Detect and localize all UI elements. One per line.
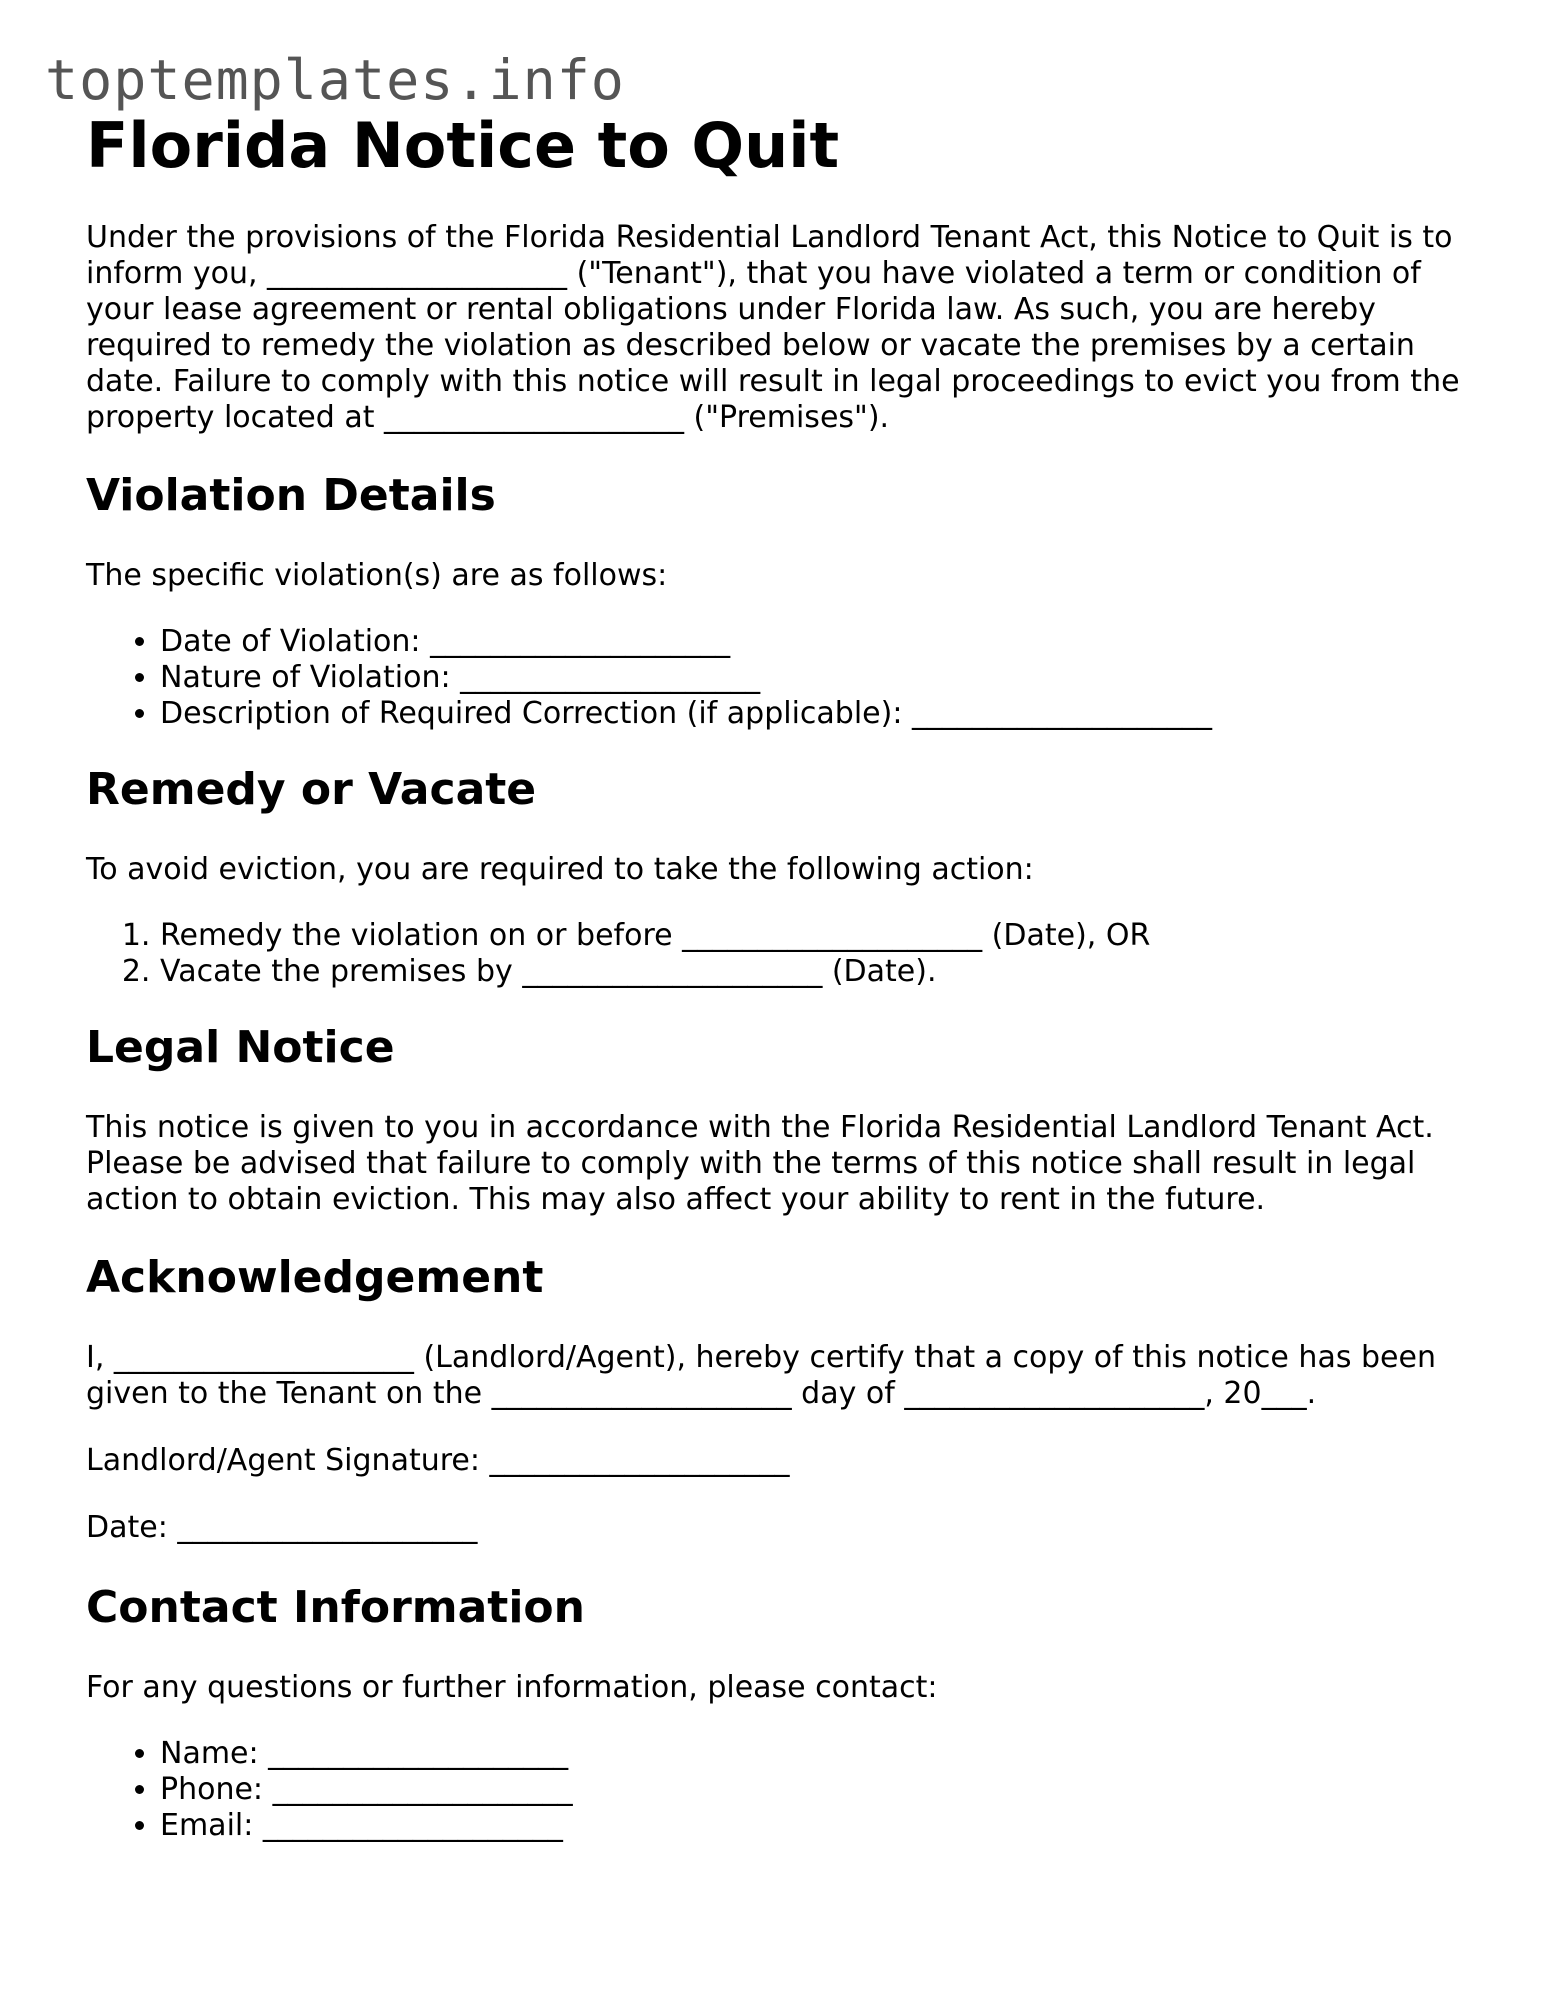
list-item — [160, 1736, 1466, 1772]
violation-list — [86, 624, 1466, 732]
contact-intro-text: For any questions or further information, please contact: — [86, 1670, 938, 1705]
contact-information-heading: Contact Information — [86, 1582, 585, 1633]
date-label: Date: — [86, 1510, 178, 1545]
vacate-date-blank[interactable]: ____________________ — [522, 954, 823, 989]
premises-address-blank[interactable]: ____________________ — [384, 400, 685, 435]
signature-blank[interactable]: ____________________ — [489, 1443, 790, 1478]
list-item — [160, 918, 1466, 954]
date-line — [86, 1510, 1466, 1546]
remedy-intro-text: To avoid eviction, you are required to take the following action: — [86, 852, 1034, 887]
service-day-blank[interactable]: ____________________ — [491, 1376, 792, 1411]
remedy-list — [86, 918, 1466, 990]
signature-line — [86, 1443, 1466, 1479]
contact-email-label: Email: — [160, 1808, 263, 1843]
remedy-or-vacate-heading: Remedy or Vacate — [86, 764, 537, 815]
violation-intro-text: The specific violation(s) are as follows: — [86, 558, 668, 593]
list-item — [160, 1772, 1466, 1808]
intro-text-3: ("Premises"). — [684, 400, 890, 435]
violation-nature-label: Nature of Violation: — [160, 660, 461, 695]
remedy-date-blank[interactable]: ____________________ — [682, 918, 983, 953]
signature-label: Landlord/Agent Signature: — [86, 1443, 490, 1478]
contact-email-blank[interactable]: ____________________ — [262, 1808, 563, 1843]
service-month-blank[interactable]: ____________________ — [904, 1376, 1205, 1411]
ack-text-4: , 20 — [1204, 1376, 1262, 1411]
intro-paragraph — [86, 220, 1466, 436]
contact-name-blank[interactable]: ____________________ — [268, 1736, 569, 1771]
violation-nature-blank[interactable]: ____________________ — [460, 660, 761, 695]
legal-notice-heading: Legal Notice — [86, 1022, 395, 1073]
intro-text-2: ("Tenant"), that you have violated a term or condition of your lease agreement or rental obligations under Florida law. As such, you are hereby required to remedy the violation as described below or vacate the premises by a certain date. Failure to comply with this notice will result in legal proceedings to evict you from the property located at — [86, 256, 1460, 435]
violation-date-blank[interactable]: ____________________ — [430, 624, 731, 659]
vacate-text: Vacate the premises by — [160, 954, 523, 989]
tenant-name-blank[interactable]: ____________________ — [267, 256, 568, 291]
contact-phone-blank[interactable]: ____________________ — [272, 1772, 573, 1807]
site-watermark: toptemplates.info — [45, 48, 625, 112]
contact-name-label: Name: — [160, 1736, 269, 1771]
service-year-blank[interactable]: ___ — [1261, 1376, 1307, 1411]
contact-phone-label: Phone: — [160, 1772, 273, 1807]
contact-list — [86, 1736, 1466, 1844]
list-item — [160, 660, 1466, 696]
acknowledgement-paragraph — [86, 1340, 1466, 1412]
ack-text-5: . — [1306, 1376, 1317, 1411]
intro-text-1: Under the provisions of the Florida Residential Landlord Tenant Act, this Notice to Quit is to inform you, — [86, 220, 1453, 291]
ack-text-2: (Landlord/Agent), hereby certify that a copy of this notice has been given to the Tenant on the — [86, 1340, 1436, 1411]
required-correction-blank[interactable]: ____________________ — [911, 696, 1212, 731]
remedy-text: Remedy the violation on or before — [160, 918, 683, 953]
list-item — [160, 954, 1466, 990]
list-item — [160, 1808, 1466, 1844]
required-correction-label: Description of Required Correction (if applicable): — [160, 696, 912, 731]
landlord-name-blank[interactable]: ____________________ — [113, 1340, 414, 1375]
violation-date-label: Date of Violation: — [160, 624, 431, 659]
ack-text-3: day of — [791, 1376, 905, 1411]
vacate-date-suffix: (Date). — [822, 954, 937, 989]
document-title: Florida Notice to Quit — [86, 109, 840, 182]
document-page — [86, 108, 1466, 1844]
list-item — [160, 696, 1466, 732]
ack-text-1: I, — [86, 1340, 114, 1375]
acknowledgement-heading: Acknowledgement — [86, 1252, 544, 1303]
legal-notice-text: This notice is given to you in accordance with the Florida Residential Landlord Tenant Act. Please be advised that failure to comply with the terms of this notice shall result in legal action to obtain eviction. This may also affect your ability to rent in the future. — [86, 1110, 1434, 1217]
date-blank[interactable]: ____________________ — [177, 1510, 478, 1545]
list-item — [160, 624, 1466, 660]
violation-details-heading: Violation Details — [86, 470, 496, 521]
remedy-date-suffix: (Date), OR — [982, 918, 1151, 953]
